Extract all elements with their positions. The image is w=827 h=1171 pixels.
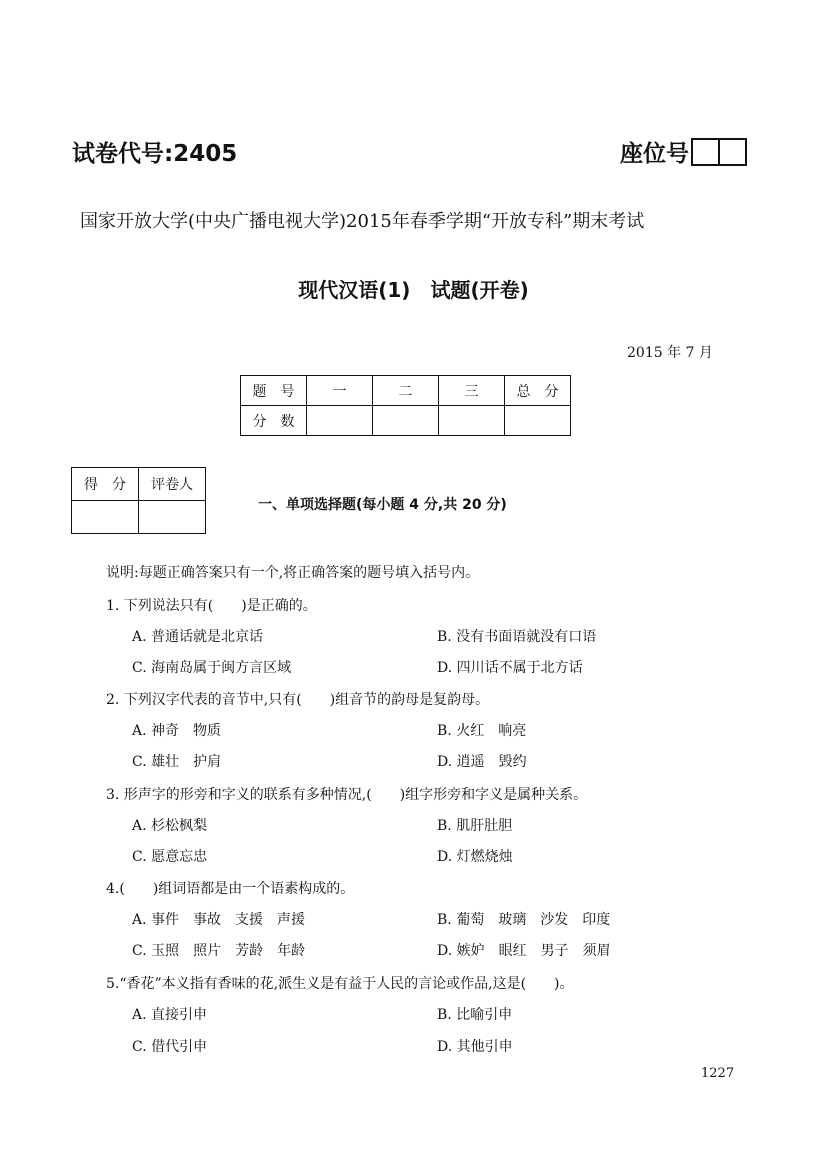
question-option: D. 灯燃烧烛: [437, 849, 513, 865]
seat-label: 座位号: [620, 141, 689, 167]
score-table-cell: 分 数: [241, 406, 307, 436]
score-cell-empty: [505, 406, 571, 436]
question-option: C. 雄壮 护肩: [132, 754, 222, 770]
score-table-cell: 题 号: [241, 376, 307, 406]
question-option: B. 比喻引申: [437, 1007, 513, 1023]
question-option: B. 肌肝肚胆: [437, 818, 513, 834]
score-table-score-row: [241, 406, 571, 436]
question-option: C. 愿意忘忠: [132, 849, 208, 865]
seat-box: [691, 138, 720, 166]
paper-code: 试卷代号:2405: [72, 141, 238, 167]
question-option: C. 海南岛属于闽方言区域: [132, 660, 292, 676]
exam-title: 现代汉语(1) 试题(开卷): [298, 278, 529, 302]
question-option: A. 杉松枫梨: [132, 818, 208, 834]
question-option: D. 逍遥 毁约: [437, 754, 527, 770]
question-option: A. 神奇 物质: [132, 723, 222, 739]
grader-table-cell: 评卷人: [139, 468, 206, 501]
question-option: A. 直接引申: [132, 1007, 208, 1023]
question-option: C. 借代引申: [132, 1039, 208, 1055]
score-table-cell: 三: [439, 376, 505, 406]
question-stem: 5.“香花”本义指有香味的花,派生义是有益于人民的言论或作品,这是( )。: [106, 976, 574, 992]
grader-table-cell: 得 分: [72, 468, 139, 501]
score-table: [240, 375, 571, 436]
question-option: D. 嫉妒 眼红 男子 须眉: [437, 943, 611, 959]
question-option: A. 普通话就是北京话: [132, 629, 264, 645]
grader-table-empty-row: [72, 501, 206, 534]
question-stem: 3. 形声字的形旁和字义的联系有多种情况,( )组字形旁和字义是属种关系。: [106, 787, 588, 803]
score-table-cell: 二: [373, 376, 439, 406]
question-option: B. 葡萄 玻璃 沙发 印度: [437, 912, 611, 928]
score-cell-empty: [307, 406, 373, 436]
grader-table-header-row: [72, 468, 206, 501]
seat-boxes: [691, 138, 747, 166]
question-stem: 2. 下列汉字代表的音节中,只有( )组音节的韵母是复韵母。: [106, 692, 490, 708]
seat-number: [620, 135, 747, 168]
grader-cell-empty: [72, 501, 139, 534]
section-title: 一、单项选择题(每小题 4 分,共 20 分): [258, 497, 507, 513]
score-cell-empty: [439, 406, 505, 436]
seat-box: [720, 138, 747, 166]
score-table-cell: 一: [307, 376, 373, 406]
university-line: 国家开放大学(中央广播电视大学)2015年春季学期“开放专科”期末考试: [80, 211, 645, 232]
grader-table: [71, 467, 206, 534]
question-stem: 4.( )组词语都是由一个语素构成的。: [106, 881, 355, 897]
question-option: B. 火红 响亮: [437, 723, 527, 739]
question-option: D. 其他引申: [437, 1039, 513, 1055]
question-option: D. 四川话不属于北方话: [437, 660, 583, 676]
page-number: 1227: [701, 1066, 735, 1081]
instruction: 说明:每题正确答案只有一个,将正确答案的题号填入括号内。: [106, 565, 480, 581]
question-stem: 1. 下列说法只有( )是正确的。: [106, 598, 317, 614]
question-option: B. 没有书面语就没有口语: [437, 629, 597, 645]
question-option: C. 玉照 照片 芳龄 年龄: [132, 943, 306, 959]
score-table-header-row: [241, 376, 571, 406]
exam-date: 2015 年 7 月: [627, 345, 713, 361]
question-option: A. 事件 事故 支援 声援: [132, 912, 306, 928]
grader-cell-empty: [139, 501, 206, 534]
score-table-cell: 总 分: [505, 376, 571, 406]
score-cell-empty: [373, 406, 439, 436]
